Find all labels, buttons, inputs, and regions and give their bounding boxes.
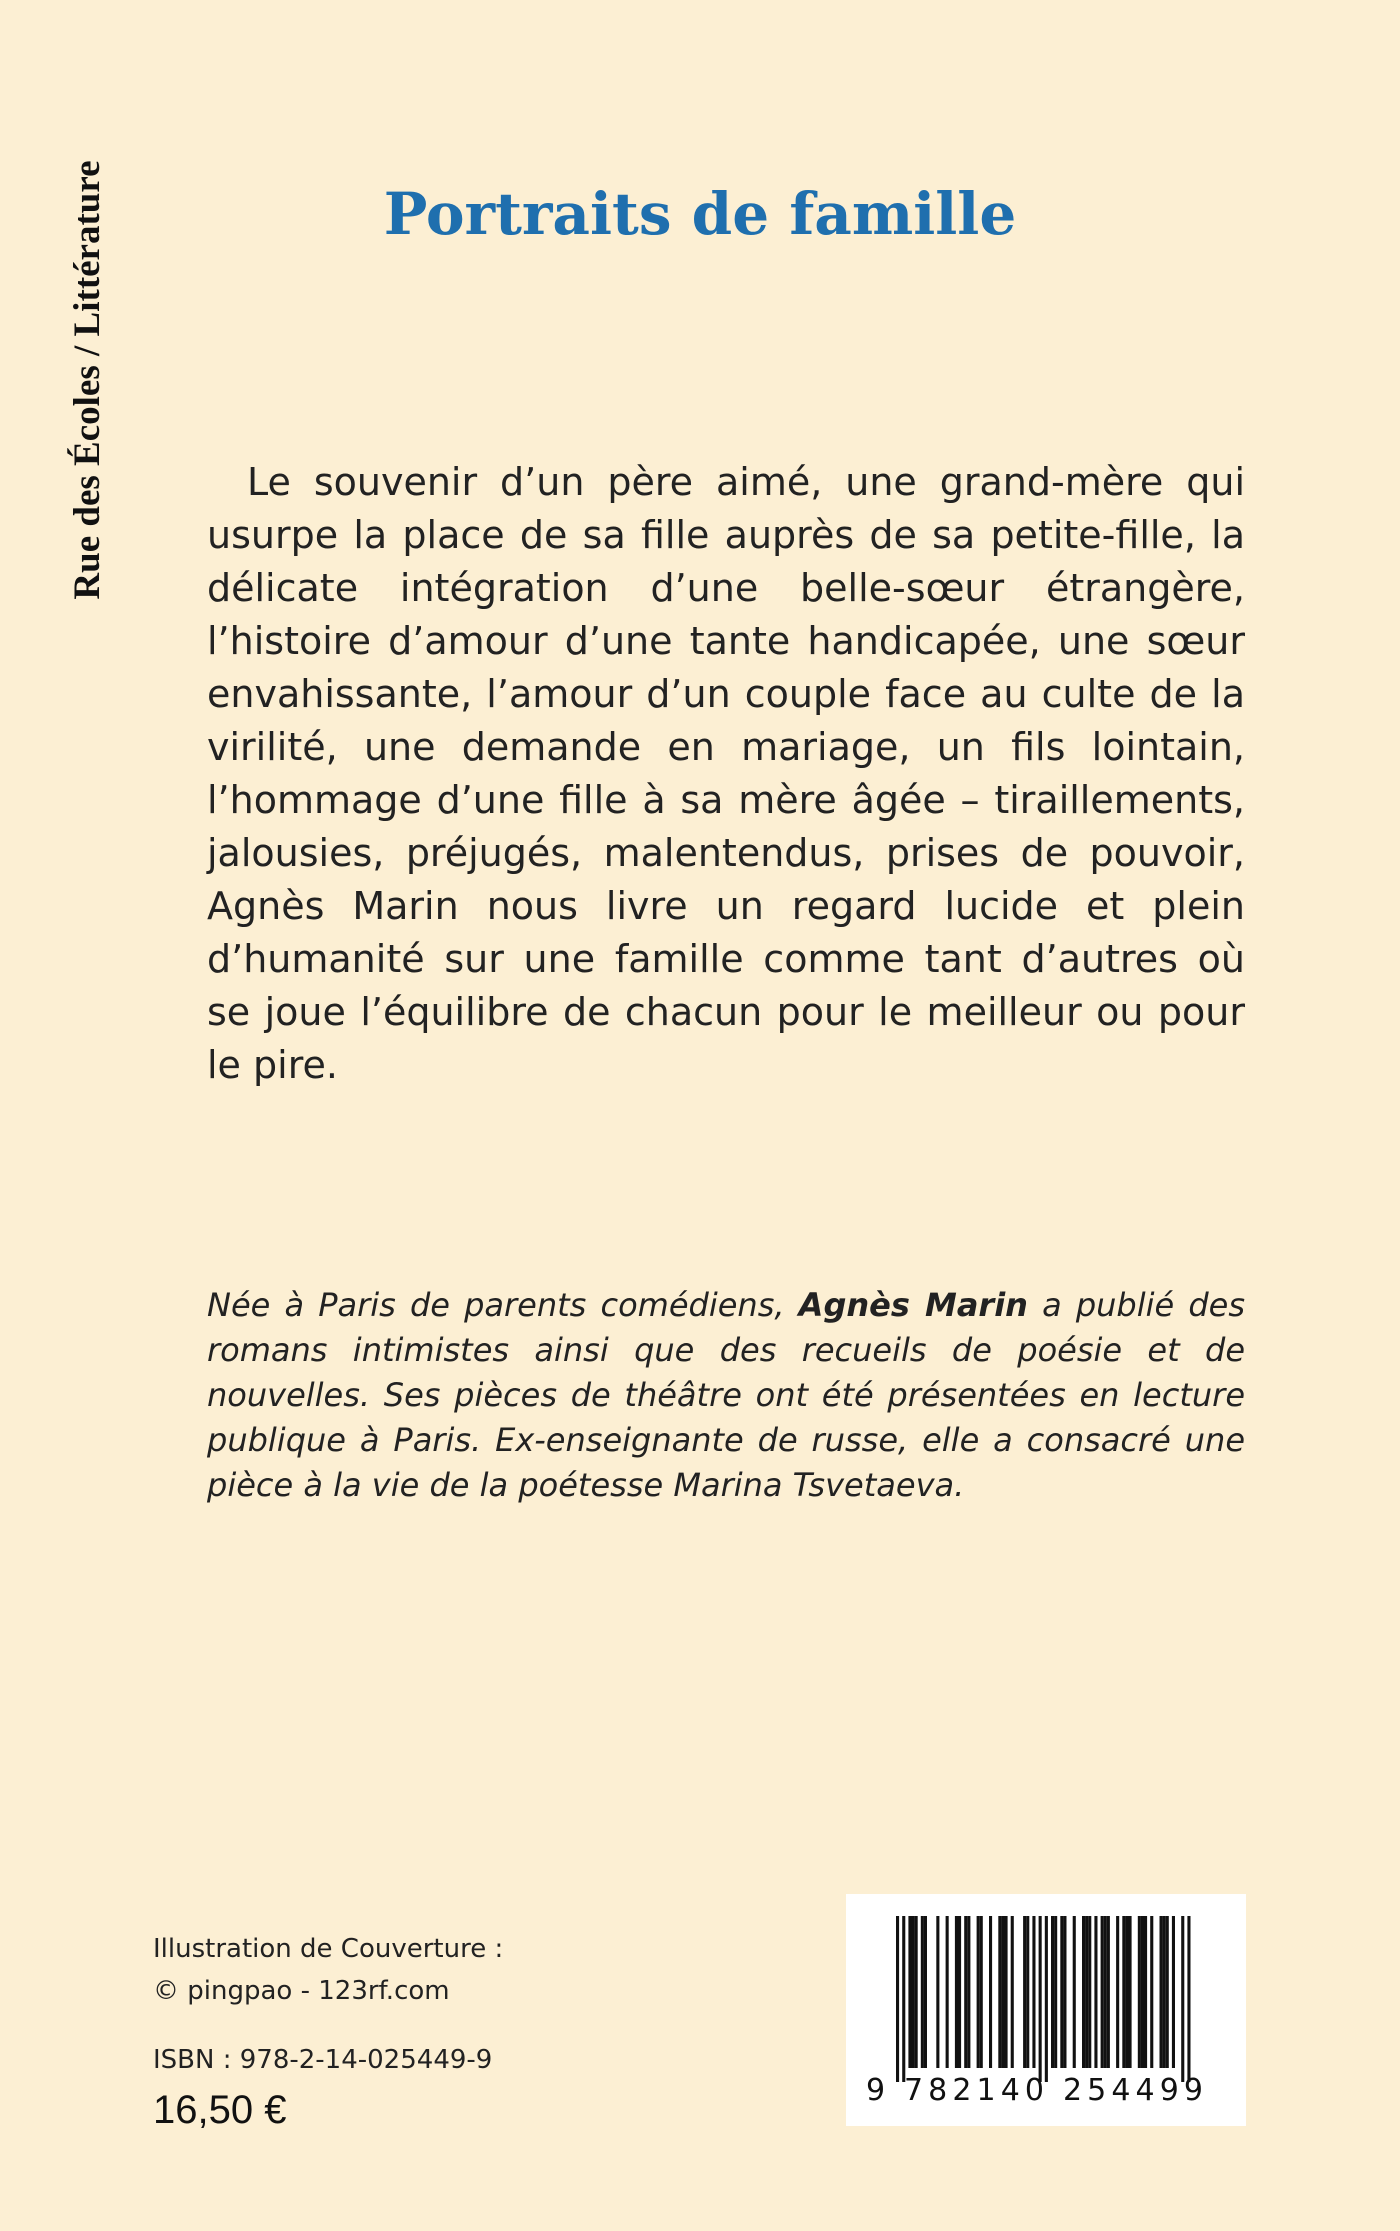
credits-label: Illustration de Couverture : (153, 1934, 504, 1964)
barcode-bar (1104, 1916, 1107, 2068)
barcode-bar (1088, 1916, 1091, 2068)
barcode-bar (902, 1916, 905, 2082)
cover-credits (153, 1928, 503, 2012)
isbn-text: ISBN : 978-2-14-025449-9 (153, 2045, 493, 2075)
barcode-bar (967, 1916, 970, 2068)
barcode-bar (955, 1916, 958, 2068)
barcode-bar (1101, 1916, 1104, 2068)
barcode-bar (1138, 1916, 1141, 2068)
barcode-bar (1150, 1916, 1153, 2068)
spine-collection-label (58, 110, 118, 650)
barcode-bar (1023, 1916, 1026, 2068)
back-cover-blurb: Le souvenir d’un père aimé, une grand-mère qui usurpe la place de sa fille auprès de sa petite-fille, la délicate intégration d’une belle-sœur étrangère, l’histoire d’amour d’une tante handicapée, une sœur envahissante, l’amour d’un couple face au culte de la virilité, une demande en mariage, un fils lointain, l’hommage d’une fille à sa mère âgée – tiraillements, jalousies, préjugés, malentendus, prises de pouvoir, Agnès Marin nous livre un regard lucide et plein d’humanité sur une famille comme tant d’autres où se joue l’équilibre de chacun pour le meilleur ou pour le pire. (207, 460, 1245, 1087)
barcode-bar (977, 1916, 980, 2068)
author-bio-intro: Née à Paris de parents comédiens, (207, 1286, 799, 1324)
barcode-bar (921, 1916, 924, 2068)
barcode-bar (1085, 1916, 1088, 2068)
barcode-bar (1172, 1916, 1175, 2068)
barcode-bar (1039, 1916, 1042, 2082)
barcode (846, 1894, 1246, 2126)
barcode-bar (1122, 1916, 1125, 2068)
barcode-bar (1073, 1916, 1076, 2068)
barcode-digits-right: 254499 (1063, 2073, 1203, 2108)
barcode-bar (946, 1916, 949, 2068)
barcode-bar (1125, 1916, 1128, 2068)
barcode-bar (1107, 1916, 1110, 2068)
barcode-bar (1054, 1916, 1057, 2068)
barcode-bar (1129, 1916, 1132, 2068)
barcode-bar (958, 1916, 961, 2068)
barcode-graphic (846, 1894, 1246, 2126)
barcode-bar (1082, 1916, 1085, 2068)
barcode-bar (989, 1916, 992, 2068)
barcode-bar (1011, 1916, 1014, 2068)
author-bio (207, 1283, 1245, 1508)
barcode-bar (1045, 1916, 1048, 2082)
barcode-digit-lead: 9 (866, 2073, 886, 2108)
barcode-bars (896, 1916, 1191, 2082)
barcode-bar (1144, 1916, 1147, 2068)
barcode-bar (1001, 1916, 1004, 2068)
barcode-bar (1063, 1916, 1066, 2068)
barcode-bar (998, 1916, 1001, 2068)
barcode-digits-left: 782140 (904, 2073, 1044, 2108)
book-title: Portraits de famille (383, 180, 1017, 248)
barcode-bar (964, 1916, 967, 2068)
barcode-bar (1051, 1916, 1054, 2068)
barcode-bar (1163, 1916, 1166, 2068)
barcode-bar (896, 1916, 899, 2082)
barcode-bar (1116, 1916, 1119, 2068)
credits-value: © pingpao - 123rf.com (153, 1976, 450, 2006)
barcode-bar (1181, 1916, 1184, 2082)
price-text: 16,50 € (153, 2088, 287, 2132)
barcode-bar (1094, 1916, 1097, 2068)
barcode-bar (1005, 1916, 1008, 2068)
barcode-bar (1187, 1916, 1190, 2082)
barcode-bar (924, 1916, 927, 2068)
barcode-bar (1026, 1916, 1029, 2068)
barcode-bar (1060, 1916, 1063, 2068)
author-name: Agnès Marin (798, 1286, 1028, 1324)
barcode-bar (915, 1916, 918, 2068)
barcode-bar (1160, 1916, 1163, 2068)
barcode-bar (980, 1916, 983, 2068)
barcode-bar (908, 1916, 911, 2068)
barcode-bar (1141, 1916, 1144, 2068)
barcode-bar (936, 1916, 939, 2068)
spine-text: Rue des Écoles / Littérature (67, 160, 108, 600)
barcode-bar (912, 1916, 915, 2068)
barcode-bar (1166, 1916, 1169, 2068)
barcode-bar (1032, 1916, 1035, 2068)
author-bio-text: a publié des romans intimistes ainsi que des recueils de poésie et de nouvelles. Ses pièces de théâtre ont été présentées en lecture publique à Paris. Ex-enseignante de russe, elle a consacré une pièce à la vie de la poétesse Marina Tsvetaeva. (207, 1286, 1246, 1504)
